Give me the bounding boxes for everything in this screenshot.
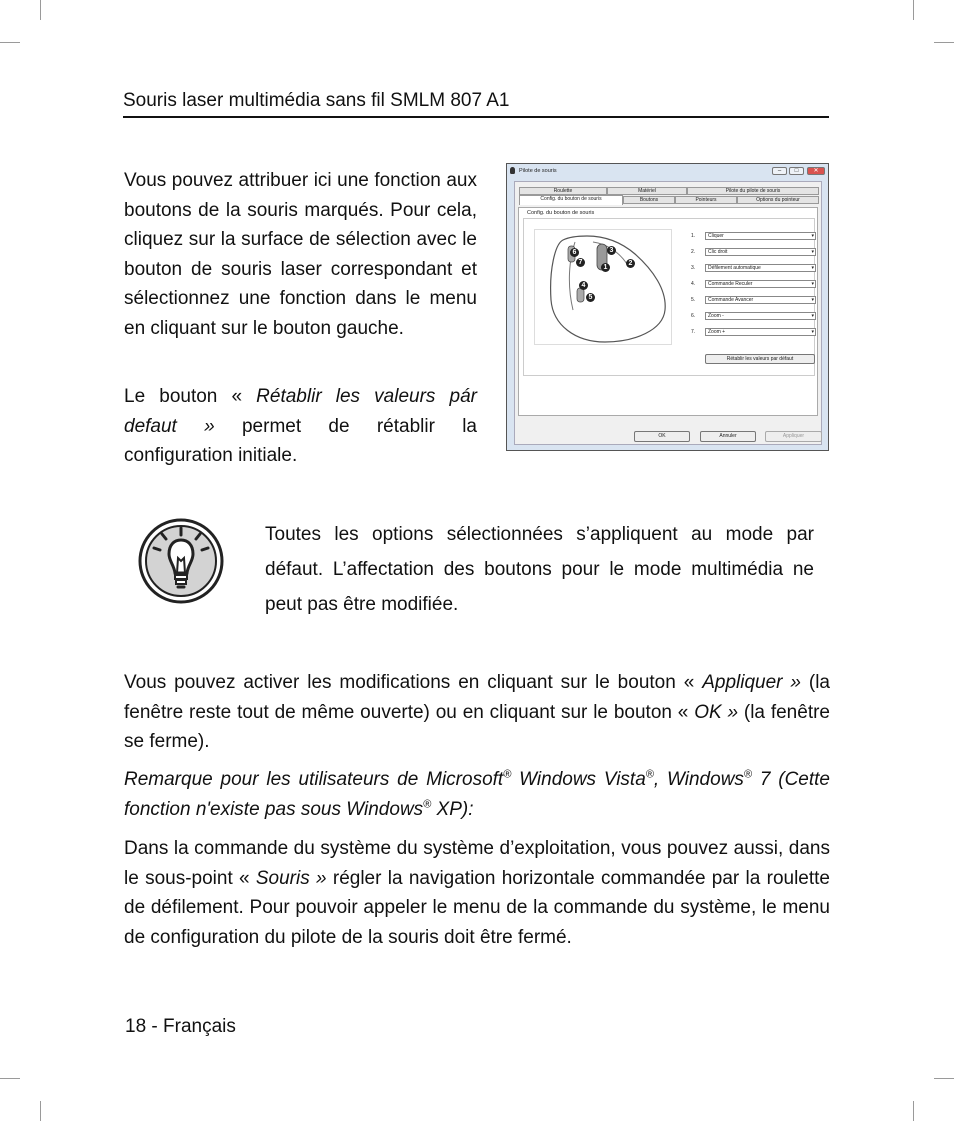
row-number: 3. <box>691 265 696 271</box>
button-1-select[interactable] <box>705 232 816 240</box>
dropdown-arrow-icon: ▾ <box>811 265 814 271</box>
tab-pointeurs[interactable]: Pointeurs <box>675 196 737 204</box>
cancel-button[interactable]: Annuler <box>700 431 756 442</box>
select-value: Zoom - <box>708 313 724 319</box>
activate-paragraph <box>124 668 830 757</box>
button-2-select[interactable] <box>705 248 816 256</box>
button-4-select[interactable] <box>705 280 816 288</box>
tab-pilote[interactable]: Pilote du pilote de souris <box>687 187 819 195</box>
text-span: régler la navigation horizontale commandée par la roulette de défilement. Pour pouvoir appeler le menu de la commande du système, le menu de configuration du pilote de la souris doit être fermé. <box>124 867 830 948</box>
text-span: (la fenêtre reste tout de même ouverte) ou en cliquant sur le bouton « <box>124 672 830 723</box>
registered-mark: ® <box>423 798 432 811</box>
dropdown-arrow-icon: ▾ <box>811 297 814 303</box>
intro-paragraph-2 <box>124 382 477 471</box>
dropdown-arrow-icon: ▾ <box>811 329 814 335</box>
mouse-button-4[interactable]: 4 <box>579 281 588 290</box>
select-value: Commande Avancer <box>708 297 754 303</box>
row-number: 2. <box>691 249 696 255</box>
mouse-icon <box>510 167 515 174</box>
maximize-icon[interactable]: □ <box>789 167 804 175</box>
crop-mark <box>913 0 914 20</box>
close-icon[interactable]: ✕ <box>807 167 825 175</box>
mouse-image[interactable] <box>534 229 672 345</box>
tab-roulette[interactable]: Roulette <box>519 187 607 195</box>
mouse-button-5[interactable]: 5 <box>586 293 595 302</box>
row-number: 7. <box>691 329 696 335</box>
tab-content <box>518 207 818 416</box>
mouse-button-1[interactable]: 1 <box>601 263 610 272</box>
text-span: XP): <box>431 798 474 820</box>
apply-button[interactable]: Appliquer <box>765 431 822 442</box>
minimize-icon[interactable]: – <box>772 167 787 175</box>
dropdown-arrow-icon: ▾ <box>811 281 814 287</box>
lightbulb-icon <box>138 518 224 604</box>
button-3-select[interactable] <box>705 264 816 272</box>
crop-mark <box>40 0 41 20</box>
row-number: 1. <box>691 233 696 239</box>
text-span: Windows Vista <box>511 769 646 790</box>
tab-materiel[interactable]: Matériel <box>607 187 687 195</box>
select-value: Zoom + <box>708 329 726 335</box>
row-number: 6. <box>691 313 696 319</box>
registered-mark: ® <box>503 768 512 781</box>
tab-boutons[interactable]: Boutons <box>623 196 675 204</box>
driver-dialog-screenshot <box>506 163 829 451</box>
registered-mark: ® <box>743 768 753 781</box>
crop-mark <box>0 1078 20 1079</box>
button-7-select[interactable] <box>705 328 816 336</box>
system-paragraph <box>124 834 830 952</box>
text-span: Dans la commande du système du système d’exploitation, vous pouvez aussi, dans le sous-point « <box>124 838 830 889</box>
mouse-button-2[interactable]: 2 <box>626 259 635 268</box>
italic-span: Souris » <box>255 867 327 889</box>
note-text: Toutes les options sélectionnées s’appliquent au mode par défaut. L’affectation des boutons pour le mode multimédia ne peut pas être modifiée. <box>265 524 814 615</box>
crop-mark <box>40 1101 41 1121</box>
italic-span: Rétablir les valeurs pár defaut » <box>124 386 477 437</box>
page-footer: 18 - Français <box>125 1016 236 1037</box>
italic-span: OK » <box>694 701 739 723</box>
italic-span: Appliquer » <box>702 672 801 693</box>
text-span: permet de rétablir la configuration initiale. <box>124 415 477 466</box>
mouse-outline-icon <box>535 230 671 344</box>
reset-defaults-button[interactable]: Rétablir les valeurs par défaut <box>705 354 815 364</box>
text-span: (la fenêtre se ferme). <box>124 701 830 752</box>
text-span: Vous pouvez activer les modifications en cliquant sur le bouton « <box>124 672 703 693</box>
intro-paragraph-1: Vous pouvez attribuer ici une fonction aux boutons de la souris marqués. Pour cela, cliquez sur la surface de sélection avec le bouton de souris laser correspondant et sélectionnez une fonction dans le menu en cliquant sur le bouton gauche. <box>124 170 477 339</box>
row-number: 5. <box>691 297 696 303</box>
dialog-title: Pilote de souris <box>519 168 557 174</box>
text-span: , Windows <box>653 769 744 790</box>
group-label: Config. du bouton de souris <box>527 210 595 216</box>
tab-options-pointeur[interactable]: Options du pointeur <box>737 196 819 204</box>
tab-config-bouton[interactable]: Config. du bouton de souris <box>519 195 623 205</box>
text-span: Le bouton « <box>124 386 257 407</box>
ok-button[interactable]: OK <box>634 431 690 442</box>
text-span: 7 (Cette fonction n'existe pas sous Windows <box>124 769 830 820</box>
mouse-button-6[interactable]: 6 <box>570 248 579 257</box>
registered-mark: ® <box>645 768 654 781</box>
text-span: Remarque pour les utilisateurs de Microsoft <box>124 769 504 790</box>
select-value: Commande Reculer <box>708 281 753 287</box>
mouse-button-7[interactable]: 7 <box>576 258 585 267</box>
dialog-panel <box>514 181 822 445</box>
crop-mark <box>0 42 20 43</box>
page-header: Souris laser multimédia sans fil SMLM 807 A1 <box>123 88 829 118</box>
select-value: Défilement automatique <box>708 265 761 271</box>
row-number: 4. <box>691 281 696 287</box>
crop-mark <box>934 42 954 43</box>
dialog-titlebar <box>510 166 825 177</box>
mouse-button-3[interactable]: 3 <box>607 246 616 255</box>
remark-paragraph <box>124 765 830 824</box>
button-6-select[interactable] <box>705 312 816 320</box>
button-config-group <box>523 218 815 376</box>
dropdown-arrow-icon: ▾ <box>811 233 814 239</box>
crop-mark <box>913 1101 914 1121</box>
button-5-select[interactable] <box>705 296 816 304</box>
dropdown-arrow-icon: ▾ <box>811 313 814 319</box>
crop-mark <box>934 1078 954 1079</box>
select-value: Clic droit <box>708 249 728 255</box>
select-value: Cliquer <box>708 233 724 239</box>
dropdown-arrow-icon: ▾ <box>811 249 814 255</box>
